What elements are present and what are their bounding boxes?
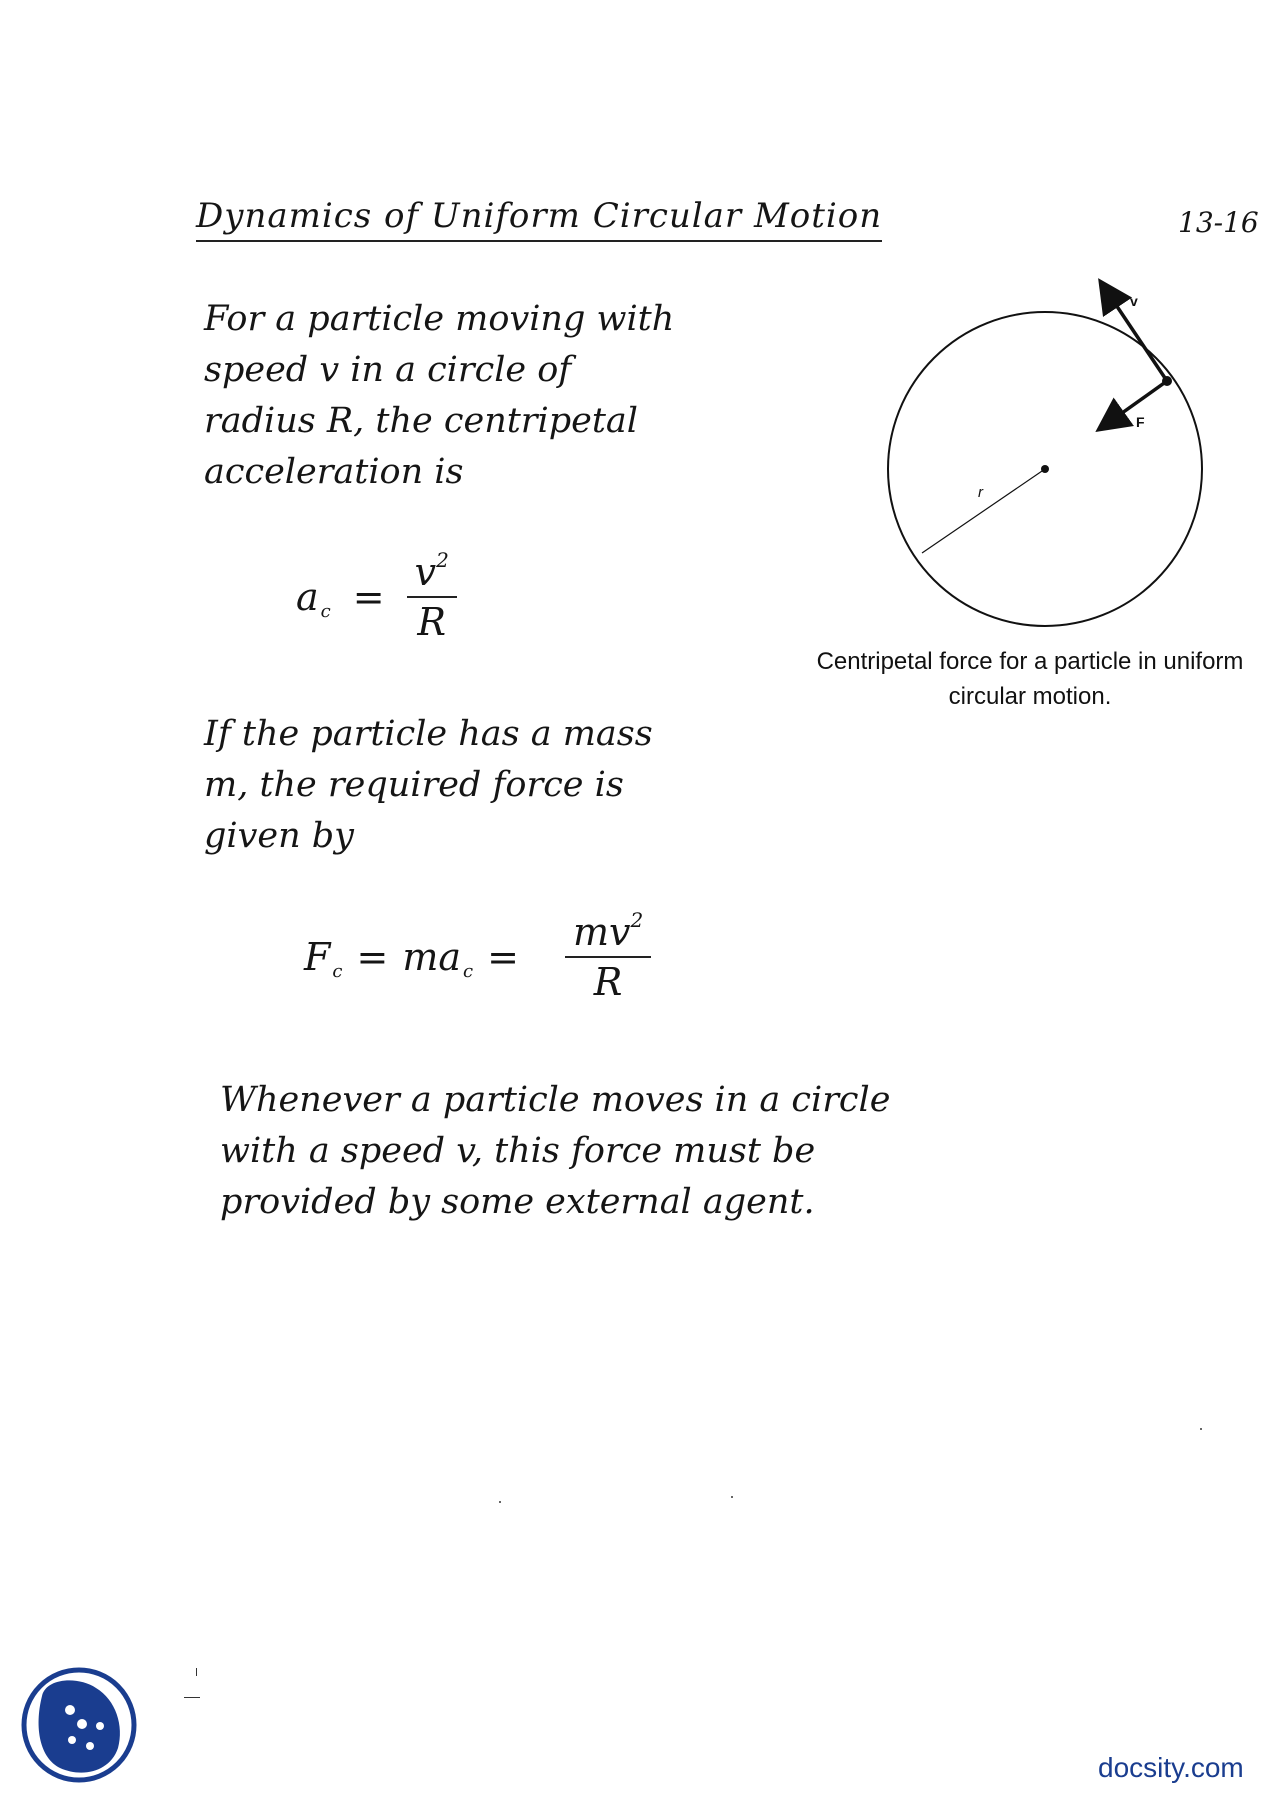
eq-subscript-c: c — [332, 960, 343, 982]
eq-symbol-ma: ma — [402, 935, 462, 979]
radius-line — [922, 469, 1045, 553]
paragraph-conclusion — [220, 1075, 890, 1228]
eq-equals: = — [487, 935, 519, 979]
paragraph-acceleration-intro — [204, 294, 764, 498]
scan-speck — [1200, 1428, 1202, 1430]
paragraph-line: speed v in a circle of — [204, 350, 572, 390]
eq-equals: = — [352, 575, 385, 619]
radius-label: r — [978, 484, 983, 501]
paragraph-line: m, the required force is — [204, 765, 624, 805]
eq-symbol-v: v — [414, 550, 437, 594]
docsity-brand-link[interactable]: docsity.com — [1098, 1752, 1244, 1783]
eq-subscript-c: c — [463, 960, 474, 982]
eq-symbol-a: a — [296, 575, 319, 619]
eq-equals: = — [356, 935, 389, 979]
eq-numerator — [407, 550, 457, 598]
centripetal-acceleration-equation — [296, 550, 457, 644]
paragraph-line: provided by some external agent. — [220, 1182, 815, 1222]
scan-speck — [731, 1496, 733, 1498]
paragraph-line: acceleration is — [204, 452, 464, 492]
paragraph-line: radius R, the centripetal — [204, 401, 638, 441]
centripetal-force-equation — [304, 910, 651, 1004]
page-number: 13-16 — [1178, 206, 1259, 239]
scan-speck — [499, 1501, 501, 1503]
scan-mark — [184, 1697, 200, 1698]
eq-symbol-f: F — [304, 935, 331, 979]
paragraph-line: Whenever a particle moves in a circle — [220, 1080, 891, 1120]
paragraph-line: For a particle moving with — [204, 299, 675, 339]
eq-fraction — [407, 550, 457, 644]
figure-caption: Centripetal force for a particle in uniform circular motion. — [816, 648, 1244, 710]
scan-mark — [196, 1668, 197, 1676]
eq-numerator — [565, 910, 651, 958]
eq-exponent: 2 — [630, 908, 644, 932]
eq-denominator: R — [593, 960, 623, 1004]
docsity-logo-icon — [20, 1666, 138, 1784]
force-label: F — [1136, 414, 1145, 430]
paragraph-force-intro — [204, 709, 653, 862]
page-title: Dynamics of Uniform Circular Motion — [196, 196, 882, 242]
circular-motion-diagram — [880, 272, 1240, 642]
paragraph-line: If the particle has a mass — [204, 714, 653, 754]
paragraph-line: given by — [204, 816, 354, 856]
paragraph-line: with a speed v, this force must be — [220, 1131, 816, 1171]
eq-exponent: 2 — [436, 548, 449, 572]
eq-denominator: R — [417, 600, 446, 644]
eq-fraction — [565, 910, 651, 1004]
eq-symbol-mv: mv — [572, 910, 631, 954]
velocity-label: v — [1130, 293, 1138, 309]
force-arrow — [1101, 381, 1167, 428]
eq-subscript-c: c — [320, 600, 331, 622]
